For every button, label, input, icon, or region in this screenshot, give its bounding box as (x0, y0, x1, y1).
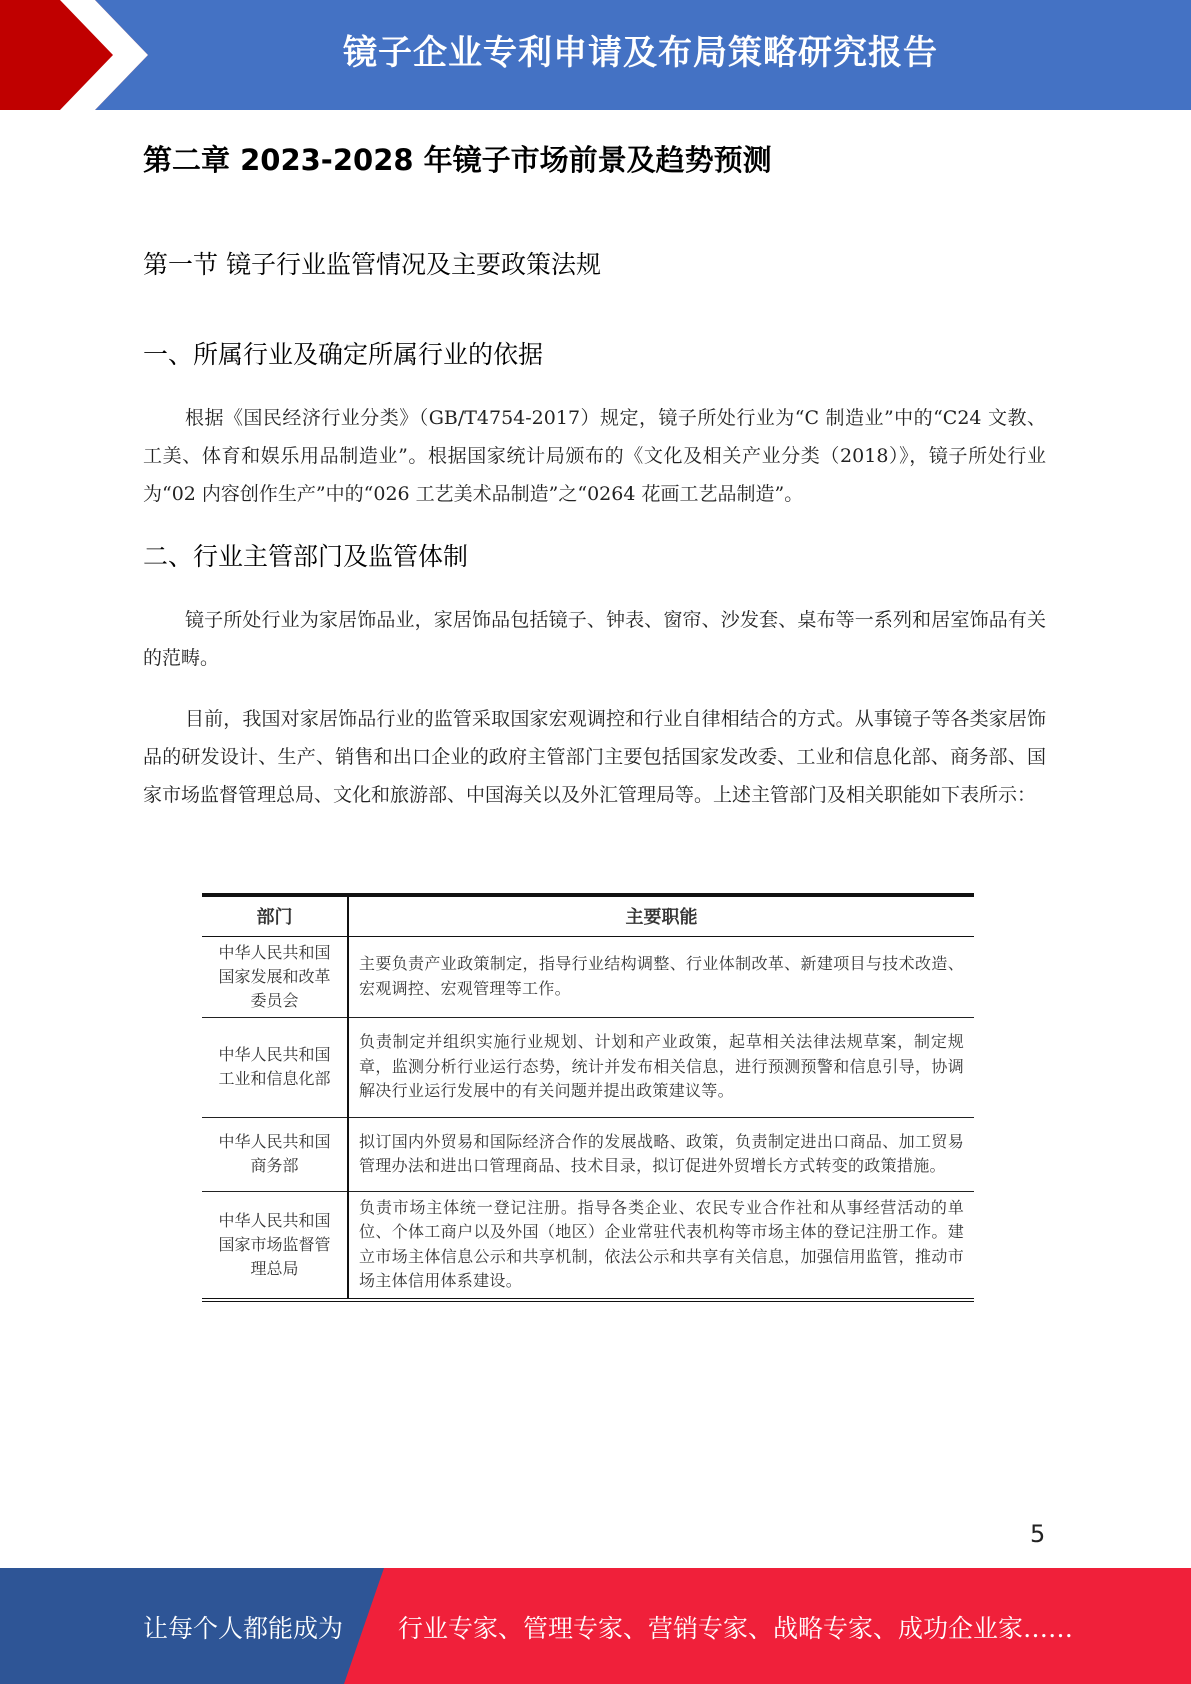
header-banner (0, 0, 1191, 110)
table-cell-duty: 负责制定并组织实施行业规划、计划和产业政策，起草相关法律法规草案，制定规章，监测分析行业运行态势，统计并发布相关信息，进行预测预警和信息引导，协调解决行业运行发展中的有关问题并提出政策建议等。 (348, 1017, 974, 1117)
table-row (202, 1017, 974, 1117)
table-cell-duty: 拟订国内外贸易和国际经济合作的发展战略、政策，负责制定进出口商品、加工贸易管理办法和进出口管理商品、技术目录，拟订促进外贸增长方式转变的政策措施。 (348, 1117, 974, 1191)
paragraph-regulatory-system: 目前，我国对家居饰品行业的监管采取国家宏观调控和行业自律相结合的方式。从事镜子等各类家居饰品的研发设计、生产、销售和出口企业的政府主管部门主要包括国家发改委、工业和信息化部、商务部、国家市场监督管理总局、文化和旅游部、中国海关以及外汇管理局等。上述主管部门及相关职能如下表所示： (143, 708, 1046, 806)
paragraph-home-decor-scope: 镜子所处行业为家居饰品业，家居饰品包括镜子、钟表、窗帘、沙发套、桌布等一系列和居室饰品有关的范畴。 (143, 609, 1046, 669)
regulators-table (202, 893, 974, 1302)
table-header-dept: 部门 (202, 895, 348, 936)
table-cell-dept: 中华人民共和国工业和信息化部 (202, 1017, 348, 1117)
table-header-row (202, 895, 974, 936)
subsection-title-1: 一、所属行业及确定所属行业的依据 (143, 340, 544, 369)
page-number: 5 (1030, 1520, 1046, 1548)
table-row (202, 1117, 974, 1191)
footer-slogan-right: 行业专家、管理专家、营销专家、战略专家、成功企业家…… (398, 1614, 1074, 1643)
section-title: 第一节 镜子行业监管情况及主要政策法规 (143, 250, 601, 279)
paragraph-industry-classification: 根据《国民经济行业分类》（GB/T4754-2017）规定，镜子所处行业为“C 制造业”中的“C24 文教、工美、体育和娱乐用品制造业”。根据国家统计局颁布的《文化及相关产业分类（2018）》，镜子所处行业为“02 内容创作生产”中的“026 工艺美术品制造”之“0264 花画工艺品制造”。 (143, 407, 1046, 505)
table-row (202, 936, 974, 1017)
report-title: 镜子企业专利申请及布局策略研究报告 (343, 33, 938, 73)
footer-banner (0, 1568, 1191, 1684)
table-cell-dept: 中华人民共和国国家市场监督管理总局 (202, 1191, 348, 1300)
table-cell-duty: 负责市场主体统一登记注册。指导各类企业、农民专业合作社和从事经营活动的单位、个体工商户以及外国（地区）企业常驻代表机构等市场主体的登记注册工作。建立市场主体信息公示和共享机制，依法公示和共享有关信息，加强信用监管，推动市场主体信用体系建设。 (348, 1191, 974, 1300)
subsection-title-2: 二、行业主管部门及监管体制 (143, 542, 469, 571)
table-cell-dept: 中华人民共和国国家发展和改革委员会 (202, 936, 348, 1017)
table-header-duty: 主要职能 (348, 895, 974, 936)
table-cell-dept: 中华人民共和国商务部 (202, 1117, 348, 1191)
table-row (202, 1191, 974, 1300)
footer-slogan-left: 让每个人都能成为 (143, 1614, 344, 1643)
table-cell-duty: 主要负责产业政策制定，指导行业结构调整、行业体制改革、新建项目与技术改造、宏观调控、宏观管理等工作。 (348, 936, 974, 1017)
chapter-title: 第二章 2023-2028 年镜子市场前景及趋势预测 (143, 143, 772, 177)
